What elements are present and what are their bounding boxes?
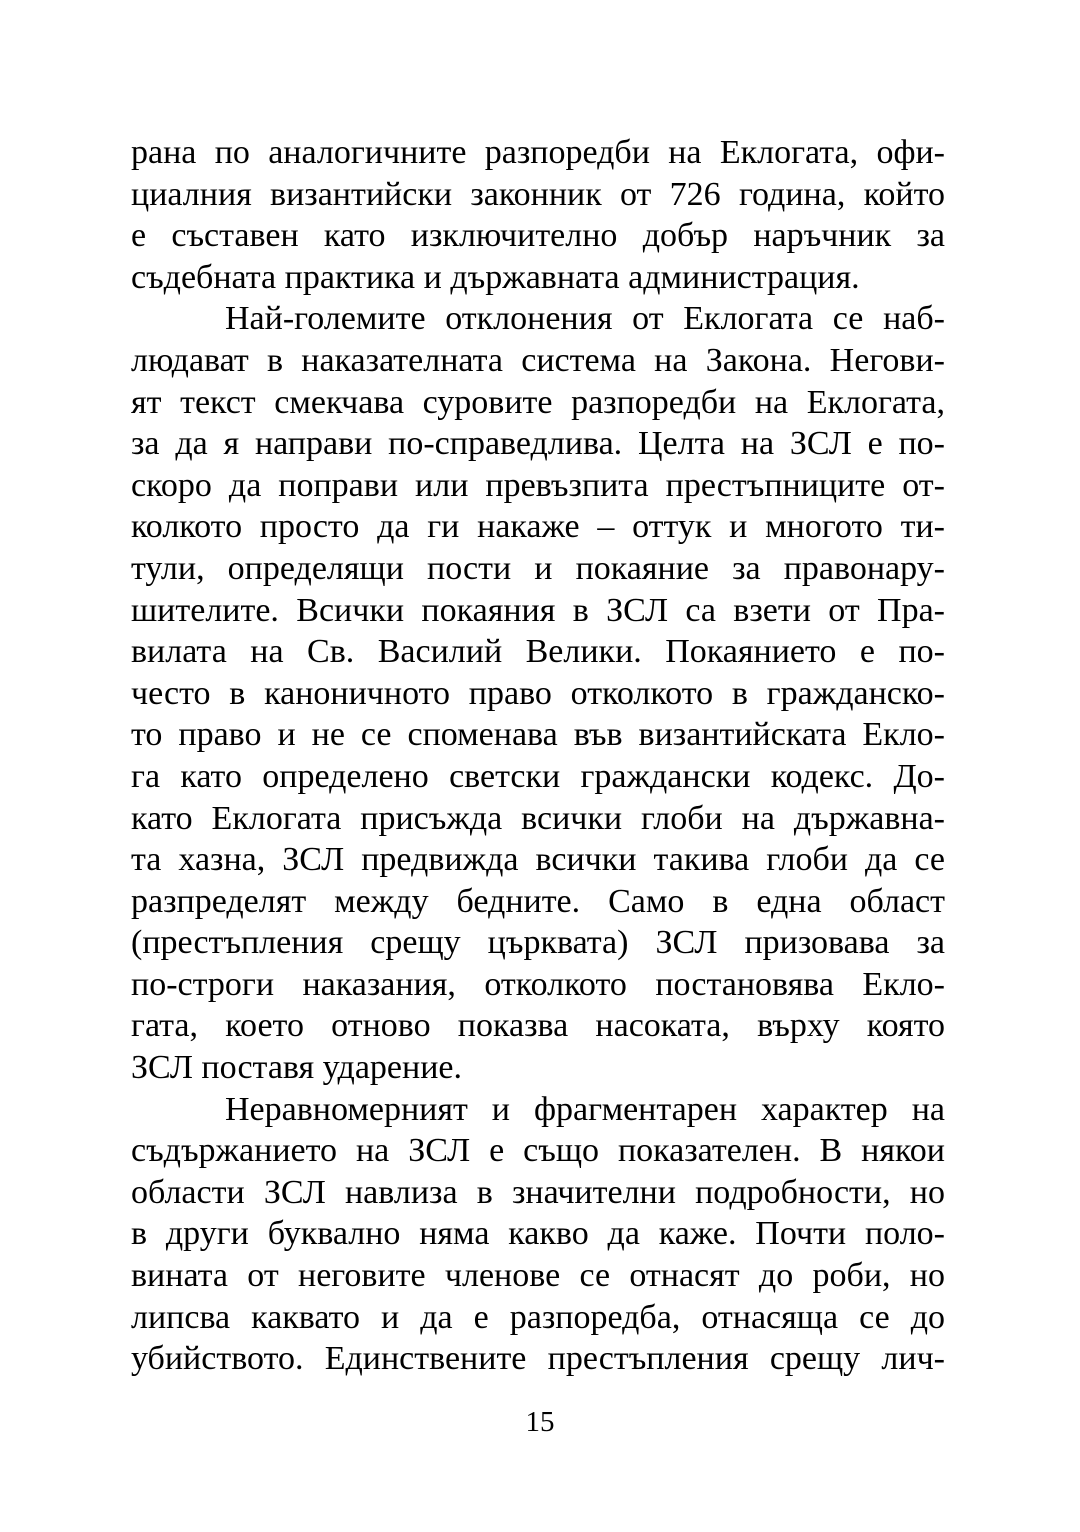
text-line: гата, което отново показва насоката, върху която bbox=[131, 1007, 945, 1045]
text-line: ЗСЛ поставя ударение. bbox=[131, 1049, 462, 1087]
text-line: ят текст смекчава суровите разпоредби на Еклогата, bbox=[131, 383, 945, 421]
paragraph-1 bbox=[131, 132, 945, 298]
page-number: 15 bbox=[525, 1406, 555, 1438]
text-line: в други буквално няма какво да каже. Почти поло- bbox=[131, 1215, 945, 1253]
text-line: скоро да поправи или превъзпита престъпниците от- bbox=[131, 466, 945, 504]
paragraph-2 bbox=[131, 298, 945, 1088]
text-line: е съставен като изключително добър наръчник за bbox=[131, 217, 945, 255]
text-line: съдържанието на ЗСЛ е също показателен. В някои bbox=[131, 1132, 945, 1170]
text-line: (престъпления срещу църквата) ЗСЛ призовава за bbox=[131, 924, 945, 962]
text-line: шителите. Всички покаяния в ЗСЛ са взети от Пра- bbox=[131, 591, 945, 629]
text-line: циалния византийски законник от 726 година, който bbox=[131, 175, 945, 213]
text-line: та хазна, ЗСЛ предвижда всички такива глоби да се bbox=[131, 841, 945, 879]
text-line: съдебната практика и държавната администрация. bbox=[131, 258, 860, 296]
text-line: вилата на Св. Василий Велики. Покаянието е по- bbox=[131, 633, 945, 671]
text-line: то право и не се споменава във византийската Екло- bbox=[131, 716, 945, 754]
text-line: вината от неговите членове се отнасят до роби, но bbox=[131, 1257, 945, 1295]
text-line: разпределят между бедните. Само в една област bbox=[131, 882, 945, 920]
text-line: по-строги наказания, отколкото постановява Екло- bbox=[131, 965, 945, 1003]
text-line: области ЗСЛ навлиза в значителни подробности, но bbox=[131, 1173, 945, 1211]
text-line: га като определено светски граждански кодекс. До- bbox=[131, 757, 945, 795]
text-line: Най-големите отклонения от Еклогата се наб- bbox=[225, 300, 945, 338]
text-line: за да я направи по-справедлива. Целта на ЗСЛ е по- bbox=[131, 425, 945, 463]
text-line: людават в наказателната система на Закона. Негови- bbox=[131, 341, 945, 379]
text-line: колкото просто да ги накаже – оттук и многото ти- bbox=[131, 508, 945, 546]
text-line: убийството. Единствените престъпления срещу лич- bbox=[131, 1340, 945, 1378]
text-line: като Еклогата присъжда всички глоби на държавна- bbox=[131, 799, 945, 837]
body-text bbox=[131, 132, 945, 1380]
text-line: тули, определящи пости и покаяние за правонару- bbox=[131, 549, 945, 587]
text-line: Неравномерният и фрагментарен характер на bbox=[225, 1090, 945, 1128]
text-line: често в каноничното право отколкото в гражданско- bbox=[131, 674, 945, 712]
paragraph-3 bbox=[131, 1089, 945, 1380]
text-line: рана по аналогичните разпоредби на Еклогата, офи- bbox=[131, 134, 945, 171]
text-line: липсва каквато и да е разпоредба, отнасяща се до bbox=[131, 1298, 945, 1336]
